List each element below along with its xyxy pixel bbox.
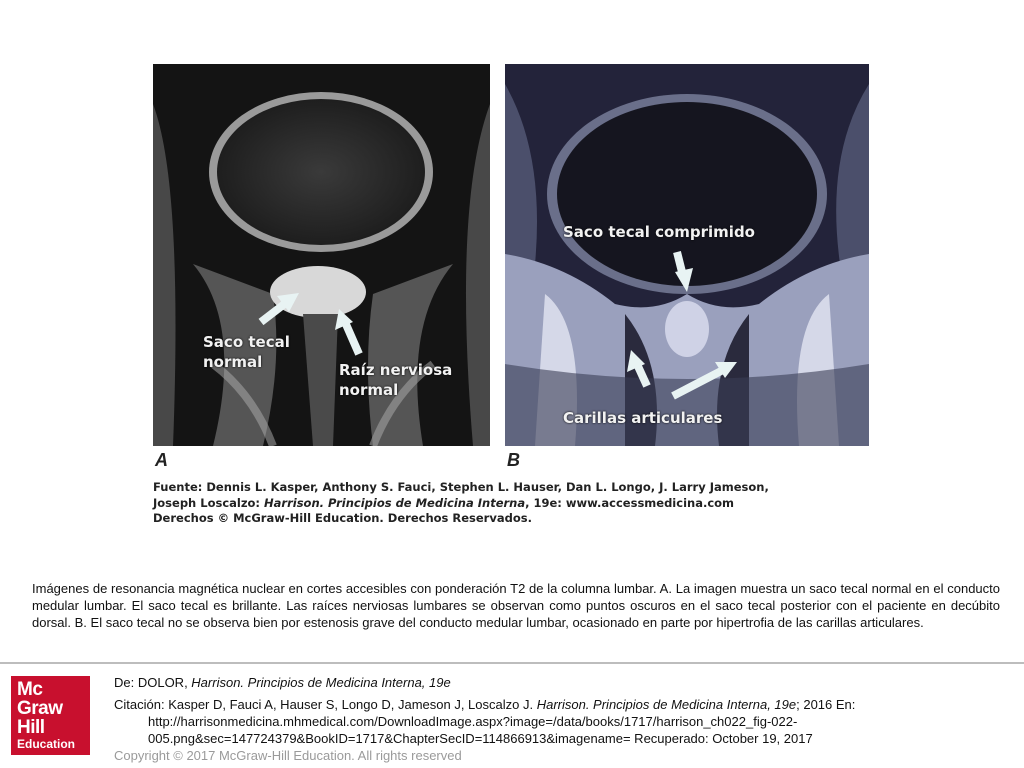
label-saco-line-2: normal [203, 353, 263, 371]
mcgraw-hill-logo: Mc Graw Hill Education [11, 676, 90, 755]
mri-panel-a [153, 64, 490, 446]
source-line-2: Joseph Loscalzo: Harrison. Principios de Medicina Interna, 19e: www.accessmedicina.com [153, 495, 735, 510]
source-line-1: Fuente: Dennis L. Kasper, Anthony S. Fauci, Stephen L. Hauser, Dan L. Longo, J. Larry Jameson, [153, 480, 769, 494]
copyright-notice: Copyright © 2017 McGraw-Hill Education. All rights reserved [114, 748, 462, 763]
label-saco-tecal-comprimido: Saco tecal comprimido [563, 223, 755, 241]
mri-panel-b [505, 64, 869, 446]
footer-divider [0, 662, 1024, 664]
figure-source [153, 480, 793, 527]
label-raiz-line-2: normal [339, 381, 399, 399]
label-saco-tecal-normal [203, 332, 290, 372]
mri-figure [153, 64, 869, 528]
source-line-3: Derechos © McGraw-Hill Education. Derechos Reservados. [153, 511, 532, 525]
label-raiz-line-1: Raíz nerviosa [339, 361, 453, 379]
source-book-title: Harrison. Principios de Medicina Interna [264, 495, 526, 510]
label-saco-line-1: Saco tecal [203, 333, 290, 351]
panel-letter-a: A [155, 450, 168, 470]
label-carillas-articulares: Carillas articulares [563, 409, 723, 427]
mri-image-b [505, 64, 869, 446]
citation-text: Citación: Kasper D, Fauci A, Hauser S, Longo D, Jameson J, Loscalzo J. Harrison. Principios de Medicina Interna, 19e; 2016 En: http://harrisonmedicina.mhmedical.com/DownloadImage.aspx?image=/data/books/1717/harrison_ch022_fig-022-005.png&sec=147724379&BookID=1717&ChapterSecID=114866913&imagename= Recuperado: October 19, 2017 [114, 697, 856, 746]
figure-caption: Imágenes de resonancia magnética nuclear en cortes accesibles con ponderación T2 de la columna lumbar. A. La imagen muestra un saco tecal normal en el conducto medular lumbar. El saco tecal es brillante. Las raíces nerviosas lumbares se observan como puntos oscuros en el saco tecal posterior con el paciente en decúbito dorsal. B. El saco tecal no se observa bien por estenosis grave del conducto medular lumbar, ocasionado en parte por hipertrofia de las carillas articulares. [32, 581, 1000, 630]
citation-footer [114, 674, 1004, 764]
citation-url[interactable]: ; 2016 En: http://harrisonmedicina.mhmedical.com/DownloadImage.aspx?image=/data/books/1717/harrison_ch022_fig-022-005.png&sec=147724379&BookID=1717&ChapterSecID=114866913&imagename= Recuperado: October 19, 2017 [148, 697, 856, 746]
panel-letter-b: B [507, 450, 520, 470]
source-chapter: De: DOLOR, Harrison. Principios de Medicina Interna, 19e [114, 675, 451, 690]
label-raiz-nerviosa-normal [339, 360, 452, 400]
